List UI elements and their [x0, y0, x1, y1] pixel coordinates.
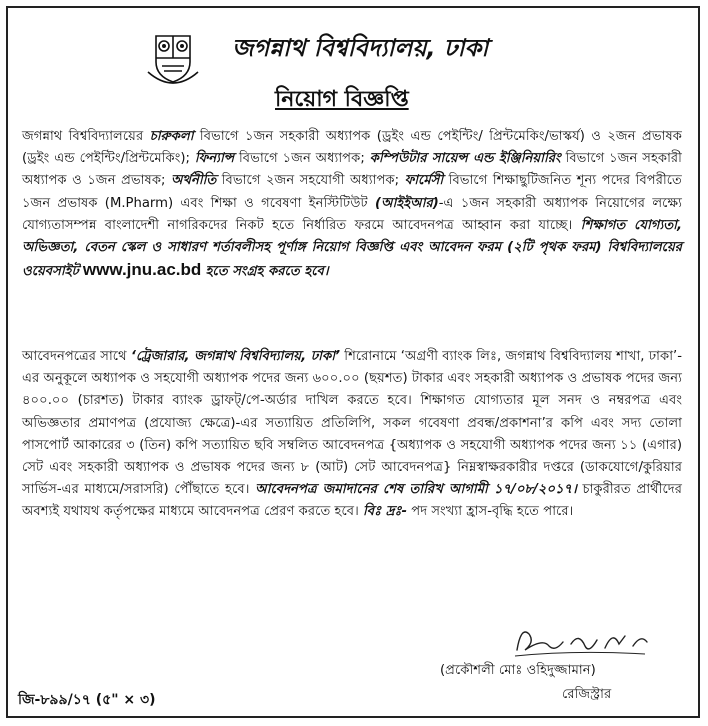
deadline-text: আবেদনপত্র জমাদানের শেষ তারিখ আগামী ১৭/০৮/২০১৭।	[255, 482, 577, 498]
dept-name-finance: ফিন্যান্স	[194, 151, 235, 167]
text-segment: জগন্নাথ বিশ্ববিদ্যালয়ের	[22, 129, 144, 144]
text-segment: পদ সংখ্যা হ্রাস-বৃদ্ধি হতে পারে।	[411, 504, 574, 520]
paragraph-instructions	[22, 346, 682, 524]
dept-name-pharmacy: ফার্মেসী	[404, 173, 444, 189]
note-label: বিঃ দ্রঃ-	[363, 504, 408, 520]
text-segment: বিভাগে ১জন সহকারী অধ্যাপক (ড্রইং এন্ড পেইন্টিং/ প্রিন্টমেকিং/ভাস্কর্য) ও ২জন প্রভাষক (ড্রইং এন্ড পেইন্টিং/প্রিন্টমেকিং);	[22, 129, 682, 167]
text-segment: বিভাগে ১জন সহকারী অধ্যাপক ও ১জন প্রভাষক;	[22, 151, 682, 189]
emphasis-text: শিক্ষাগত যোগ্যতা, অভিজ্ঞতা, বেতন স্কেল ও সাধারণ শর্তাবলীসহ পূর্ণাঙ্গ নিয়োগ বিজ্ঞপ্তি এবং আবেদন ফরম (২টি পৃথক ফরম) বিশ্ববিদ্যালয়ের ওয়েবসাইট	[22, 217, 682, 280]
payee-name: ‘ট্রেজারার, জগন্নাথ বিশ্ববিদ্যালয়, ঢাকা’	[130, 349, 341, 364]
text-segment: বিভাগে শিক্ষাছুটিজনিত শূন্য পদের বিপরীতে ১জন প্রভাষক (M.Pharm) এবং শিক্ষা ও গবেষণা ইনস্টিটিউট	[22, 173, 682, 211]
signatory-name: (প্রকৌশলী মোঃ ওহিদুজ্জামান)	[440, 663, 596, 678]
notice-title: নিয়োগ বিজ্ঞপ্তি	[275, 87, 409, 112]
emphasis-text: হতে সংগ্রহ করতে হবে।	[205, 264, 329, 280]
text-segment: বিভাগে ২জন সহযোগী অধ্যাপক;	[221, 173, 400, 189]
website-link[interactable]: www.jnu.ac.bd	[82, 260, 202, 280]
university-name: জগন্নাথ বিশ্ববিদ্যালয়, ঢাকা	[232, 34, 489, 62]
dept-name-fine-arts: চারুকলা	[149, 129, 194, 144]
institute-abbr: (আইইআর)	[374, 195, 439, 211]
text-segment: -এ ১জন সহকারী অধ্যাপক নিয়োগের লক্ষ্যে যোগ্যতাসম্পন্ন বাংলাদেশী নাগরিকদের নিকট হতে নির্ধারিত ফরমে আবেদনপত্র আহ্বান করা যাচ্ছে।	[22, 195, 682, 233]
handwritten-signature	[505, 620, 655, 662]
text-segment: চাকুরীরত প্রার্থীদের অবশ্যই যথাযথ কর্তৃপক্ষের মাধ্যমে আবেদনপত্র প্রেরণ করতে হবে।	[22, 482, 682, 520]
dept-name-economics: অর্থনীতি	[171, 173, 217, 189]
university-seal-icon	[142, 28, 204, 94]
text-segment: শিরোনামে ‘অগ্রণী ব্যাংক লিঃ, জগন্নাথ বিশ্ববিদ্যালয় শাখা, ঢাকা’-এর অনুকূলে অধ্যাপক ও সহযোগী অধ্যাপক পদের জন্য ৬০০.০০ (ছয়শত) টাকার এবং সহকারী অধ্যাপক ও প্রভাষক পদের জন্য ৪০০.০০ (চারশত) টাকার ব্যাংক ড্রাফট্/পে-অর্ডার দাখিল করতে হবে। শিক্ষাগত যোগ্যতার মূল সনদ ও নম্বরপত্র এবং অভিজ্ঞতার প্রমাণপত্র (প্রযোজ্য ক্ষেত্রে)-এর সত্যায়িত প্রতিলিপি, সকল গবেষণা প্রবন্ধ/প্রকাশনা’র কপি এবং সদ্য তোলা পাসপোর্ট আকারের ৩ (তিন) কপি সত্যায়িত ছবি সম্বলিত আবেদনপত্র {অধ্যাপক ও সহযোগী অধ্যাপক পদের জন্য ১১ (এগার) সেট এবং সহকারী অধ্যাপক ও প্রভাষক পদের জন্য ৮ (আট) সেট আবেদনপত্র} নিম্নস্বাক্ষরকারীর দপ্তরে (ডাকযোগে/কুরিয়ার সার্ভিস-এর মাধ্যমে/সরাসরি) পৌঁছাতে হবে।	[22, 349, 682, 498]
paragraph-positions	[22, 126, 682, 283]
signatory-role: রেজিস্ট্রার	[562, 687, 612, 702]
dept-name-cse: কম্পিউটার সায়েন্স এন্ড ইঞ্জিনিয়ারিং	[369, 151, 561, 167]
text-segment: বিভাগে ১জন অধ্যাপক;	[239, 151, 365, 167]
advertisement-reference: জি-৮৯৯/১৭ (৫" × ৩)	[18, 692, 156, 708]
text-segment: আবেদনপত্রের সাথে	[22, 349, 127, 364]
